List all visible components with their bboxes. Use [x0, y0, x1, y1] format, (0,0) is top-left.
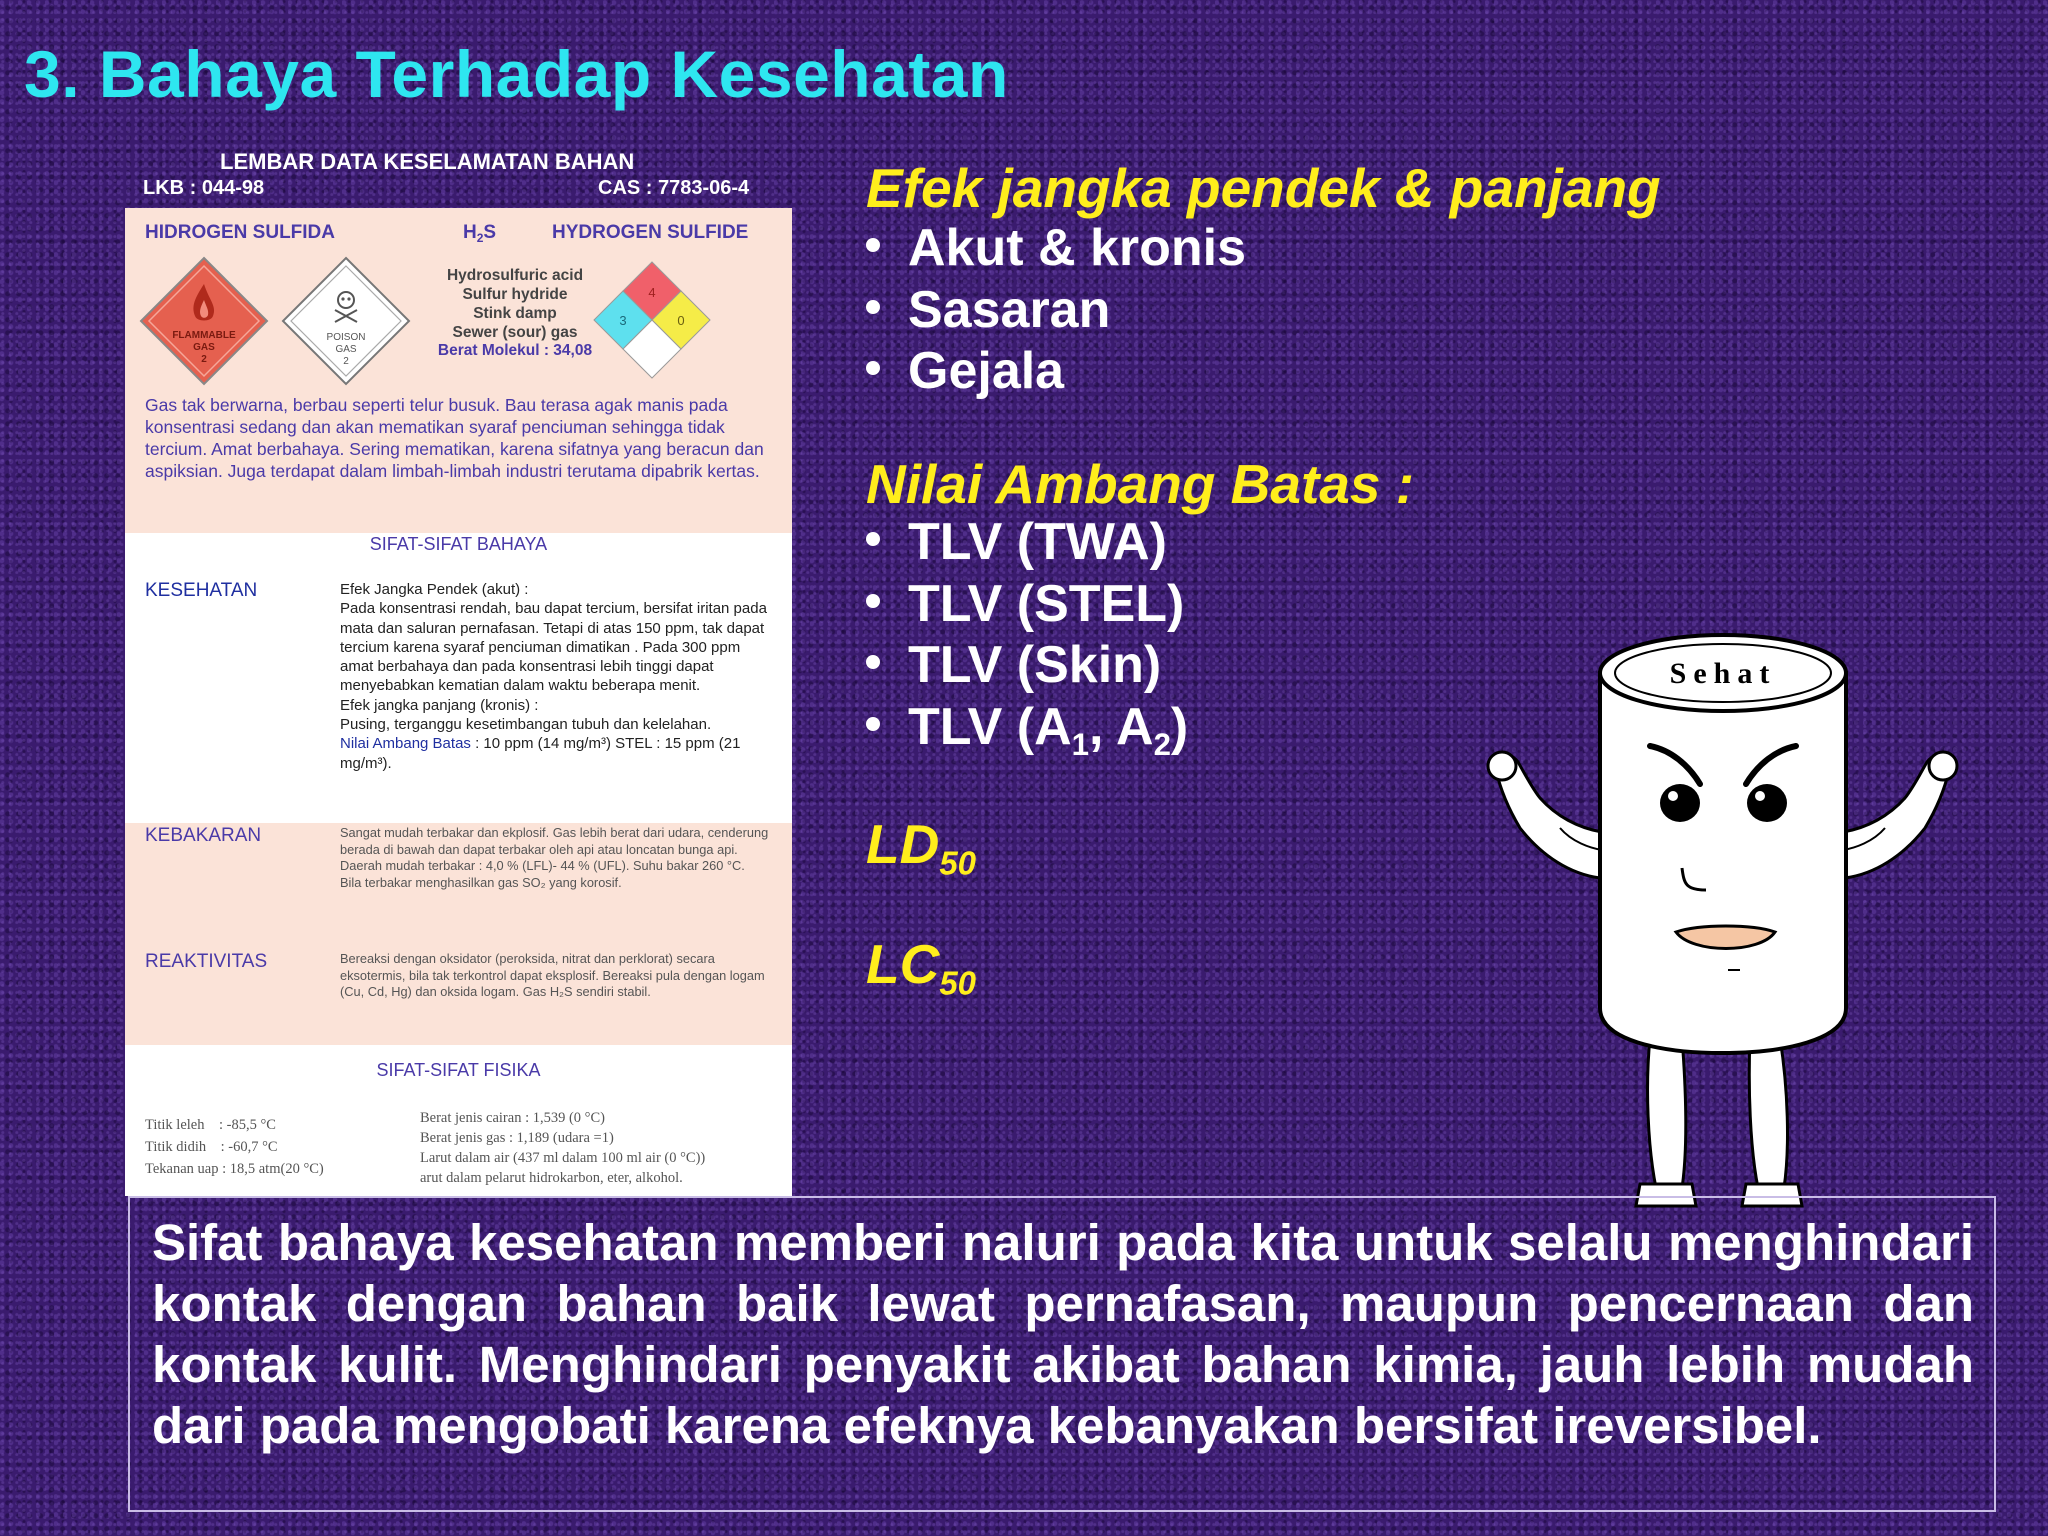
- chemical-name-indonesian: HIDROGEN SULFIDA: [145, 222, 335, 243]
- chemical-synonyms: Hydrosulfuric acid Sulfur hydride Stink damp Sewer (sour) gas: [446, 267, 584, 341]
- poison-gas-label-icon: [281, 256, 411, 386]
- chemical-description: Gas tak berwarna, berbau seperti telur busuk. Bau terasa agak manis pada konsentrasi sedang dan akan mematikan syaraf penciuman sehingga tidak tercium. Amat berbahaya. Sering mematikan, karena sifatnya yang beracun dan aspiksian. Juga terdapat dalam limbah-limbah industri terutama dipabrik kertas.: [145, 395, 764, 481]
- bullet-icon: [866, 532, 880, 546]
- flammable-label-class: GAS: [193, 342, 215, 353]
- mascot-label: Sehat: [1669, 657, 1777, 690]
- lc50-label: $LC_{50}$: [866, 933, 977, 1002]
- nfpa-health: 3: [619, 313, 627, 328]
- poison-label-text: POISON: [326, 332, 366, 343]
- summary-text: Sifat bahaya kesehatan memberi naluri pada kita untuk selalu menghindari kontak dengan bahan baik lewat pernafasan, maupun pencernaan dan kontak kulit. Menghindari penyakit akibat bahan kimia, jauh lebih mudah dari pada mengobati karena efeknya kebanyakan bersifat ireversibel.: [152, 1214, 1974, 1454]
- datasheet-lkb-number: LKB : 044-98: [143, 177, 265, 199]
- nfpa-reactivity: 0: [677, 313, 685, 328]
- bullet-icon: [866, 655, 880, 669]
- ld50-label: $LD_{50}$: [866, 813, 977, 882]
- health-text: Efek Jangka Pendek (akut) : Pada konsentrasi rendah, bau dapat tercium, bersifat iritan pada mata dan saluran pernafasan. Tetapi di atas 150 ppm, tak dapat tercium karena syaraf penciuman dimatikan . Pada 300 ppm amat berbahaya dan pada konsentrasi lebih tinggi dapat menyebabkan kematian dalam waktu beberapa menit. Efek jangka panjang (kronis) : Pusing, terganggu kesetimbangan tubuh dan kelelahan. Nilai Ambang Batas : 10 ppm (14 mg/m³) STEL : 15 ppm (21 mg/m³).: [340, 581, 767, 772]
- effects-item-acute-chronic: Akut & kronis: [866, 218, 1246, 278]
- datasheet-cas-number: CAS : 7783-06-4: [598, 177, 750, 199]
- tlv-label: Nilai Ambang Batas: [340, 735, 471, 753]
- datasheet-header-title: LEMBAR DATA KESELAMATAN BAHAN: [220, 149, 635, 174]
- poison-label-division: 2: [343, 356, 349, 367]
- safety-data-sheet: [125, 208, 792, 1196]
- reactivity-text: Bereaksi dengan oksidator (peroksida, nitrat dan perklorat) secara eksotermis, bila tak terkontrol dapat eksplosif. Bereaksi pula dengan logam (Cu, Cd, Hg) dan oksida logam. Gas H₂S sendiri stabil.: [340, 951, 765, 999]
- section-hazard-heading: SIFAT-SIFAT BAHAYA: [369, 534, 548, 554]
- threshold-item-a1-a2: TLV ($A_1$, $A_2$): [866, 697, 1188, 763]
- bullet-icon: [866, 594, 880, 608]
- poison-label-class: GAS: [335, 344, 357, 355]
- bullet-icon: [866, 300, 880, 314]
- nfpa-flammability: 4: [648, 285, 656, 300]
- fire-text: Sangat mudah terbakar dan ekplosif. Gas lebih berat dari udara, cenderung berada di bawah dan dapat terbakar oleh api atau loncatan bunga api. Daerah mudah terbakar : 4,0 % (LFL)- 44 % (UFL). Suhu bakar 260 °C. Bila terbakar menghasilkan gas SO₂ yang korosif.: [340, 825, 769, 890]
- bullet-icon: [866, 238, 880, 252]
- bullet-icon: [866, 361, 880, 375]
- molecular-weight: Berat Molekul : 34,08: [437, 342, 593, 359]
- chemical-name-english: HYDROGEN SULFIDE: [552, 222, 749, 243]
- tlv-value: : 10 ppm (14 mg/m³) STEL : 15 ppm (21 mg/m³).: [340, 735, 741, 772]
- section-physical-heading: SIFAT-SIFAT FISIKA: [376, 1060, 541, 1080]
- threshold-item-stel: TLV (STEL): [866, 574, 1184, 634]
- effects-item-symptoms: Gejala: [866, 341, 1064, 401]
- reactivity-label: REAKTIVITAS: [145, 951, 268, 972]
- health-label: KESEHATAN: [145, 580, 258, 601]
- threshold-heading: Nilai Ambang Batas :: [866, 453, 1415, 515]
- physical-properties-left: Titik leleh : -85,5 °C Titik didih : -60,7 °C Tekanan uap : 18,5 atm(20 °C): [145, 1117, 324, 1177]
- flammable-label-text: FLAMMABLE: [172, 330, 236, 341]
- slide-title: 3. Bahaya Terhadap Kesehatan: [24, 37, 1009, 111]
- bullet-icon: [866, 717, 880, 731]
- summary-box: [128, 1196, 1996, 1512]
- nfpa-diamond-icon: [591, 260, 713, 382]
- fire-label: KEBAKARAN: [145, 825, 262, 846]
- physical-properties-right: Berat jenis cairan : 1,539 (0 °C) Berat jenis gas : 1,189 (udara =1) Larut dalam air (437 ml dalam 100 ml air (0 °C)) arut dalam pelarut hidrokarbon, eter, alkohol.: [420, 1110, 706, 1186]
- flammable-label-division: 2: [201, 354, 207, 365]
- effects-heading: Efek jangka pendek & panjang: [866, 157, 1661, 219]
- threshold-item-twa: TLV (TWA): [866, 512, 1167, 572]
- flammable-gas-label-icon: [139, 256, 269, 386]
- effects-item-target: Sasaran: [866, 280, 1110, 340]
- chemical-formula: $H_2S$: [463, 222, 497, 245]
- threshold-item-skin: TLV (Skin): [866, 635, 1161, 695]
- healthy-can-mascot-icon: [1460, 628, 1980, 1208]
